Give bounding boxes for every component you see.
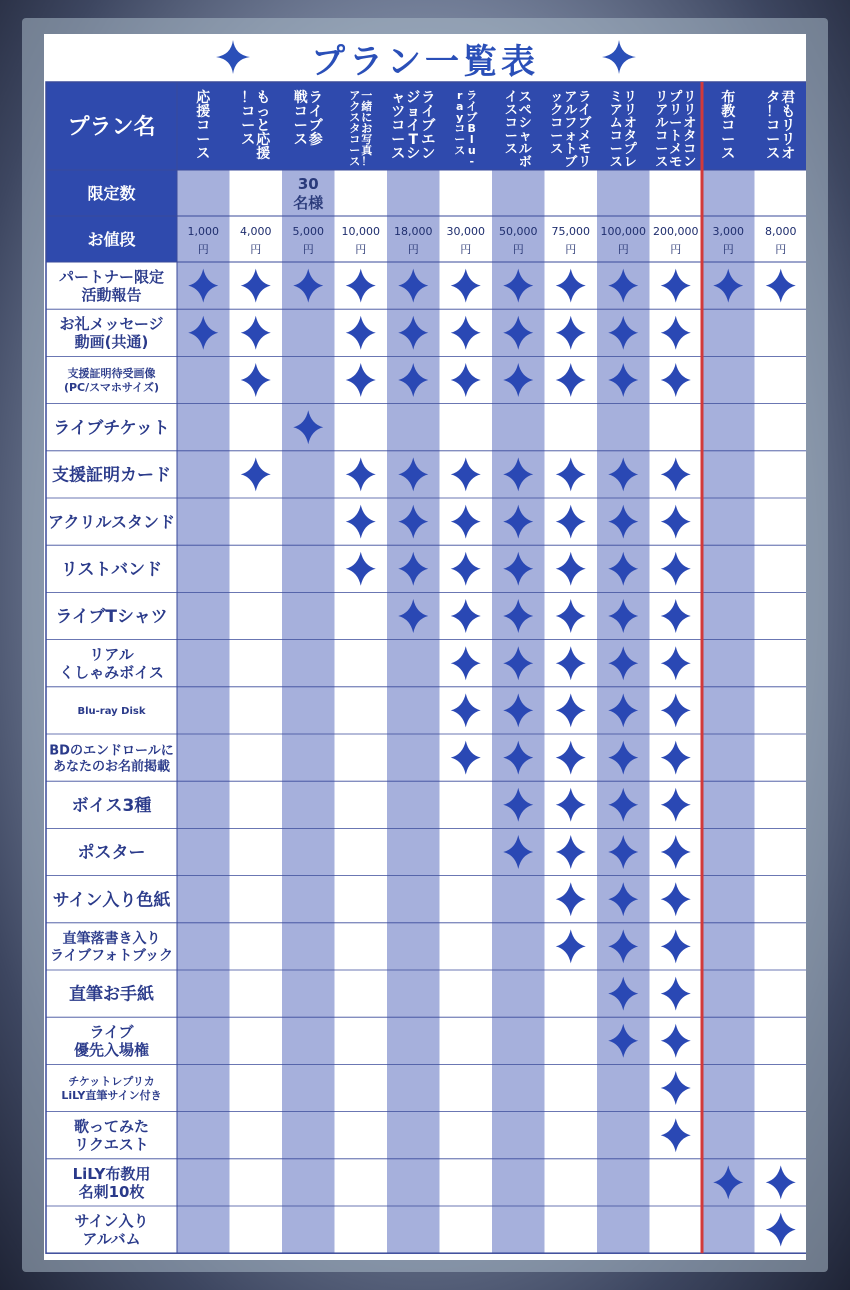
reward-label-6: アクリルスタンド: [47, 512, 176, 532]
plan-limit-3: 30 名様: [293, 175, 324, 212]
reward-label-4: ライブチケット: [53, 418, 170, 439]
reward-label-7: リストバンド: [60, 559, 163, 580]
plan-comparison-table: [44, 34, 806, 1260]
reward-label-12: ボイス3種: [71, 795, 152, 816]
plan-price-1: 1,000 円: [187, 225, 219, 256]
plan-name-9: リリオタプレミアムコース: [609, 90, 637, 170]
reward-label-21: サイン入りアルバム: [74, 1212, 149, 1248]
plan-name-2: もっと応援！コース: [241, 90, 271, 162]
plan-price-6: 30,000 円: [446, 225, 485, 256]
plan-price-8: 75,000 円: [551, 225, 590, 256]
plan-name-5: ライブエンジョイ T シャツコース: [391, 90, 436, 162]
plan-column-bg: [702, 170, 755, 1253]
reward-label-10: Blu-ray Disk: [77, 706, 146, 717]
reward-label-13: ポスター: [77, 843, 146, 864]
reward-label-9: リアルくしゃみボイス: [59, 645, 164, 682]
reward-label-20: LiLY布教用名刺10枚: [72, 1164, 151, 1201]
plan-name-8: ライブメモリアルフォトブックコース: [550, 90, 592, 170]
plan-name-4: 一緒にお写真！アクスタコース: [349, 89, 373, 168]
header-label: プラン名: [67, 115, 156, 140]
reward-label-5: 支援証明カード: [52, 465, 171, 486]
reward-label-14: サイン入り色紙: [52, 890, 171, 911]
reward-label-2: お礼メッセージ動画(共通): [59, 315, 164, 352]
plan-price-7: 50,000 円: [499, 225, 538, 256]
plan-table-card: [44, 34, 806, 1260]
plan-name-6: ライブ B l u -r a y コース: [454, 89, 478, 168]
plan-name-12: 君もリリオタ！コース: [766, 90, 796, 162]
plan-price-10: 200,000 円: [653, 225, 699, 256]
reward-label-18: チケットレプリカ LiLY直筆サイン付き: [61, 1074, 162, 1102]
plan-name-7: スペシャルボイスコース: [504, 90, 532, 170]
reward-label-8: ライブTシャツ: [55, 607, 168, 628]
reward-label-11: BDのエンドロールにあなたのお名前掲載: [49, 743, 174, 775]
reward-label-15: 直筆落書き入りライブフォトブック: [49, 930, 174, 964]
plan-name-10: リリオタコンプリートメモリアルコース: [655, 90, 697, 170]
plan-name-1: 応援コース: [196, 90, 211, 162]
price-label: お値段: [87, 230, 136, 249]
plan-price-9: 100,000 円: [600, 225, 646, 256]
limit-label: 限定数: [87, 184, 136, 203]
page-title: プラン一覧表: [311, 41, 539, 82]
reward-label-17: ライブ優先入場権: [73, 1023, 150, 1060]
plan-column-bg: [755, 170, 807, 1253]
plan-price-4: 10,000 円: [341, 225, 380, 256]
plan-name-11: 布教コース: [721, 90, 736, 162]
plan-name-3: ライブ参戦コース: [293, 90, 323, 148]
plan-price-5: 18,000 円: [394, 225, 433, 256]
plan-column-bg: [282, 170, 335, 1253]
plan-price-3: 5,000 円: [292, 225, 324, 256]
plan-price-11: 3,000 円: [712, 225, 744, 256]
reward-label-16: 直筆お手紙: [69, 984, 154, 1005]
reward-label-1: パートナー限定活動報告: [58, 268, 165, 304]
plan-price-12: 8,000 円: [765, 225, 797, 256]
reward-label-3: 支援証明待受画像(PC/スマホサイズ): [63, 366, 160, 394]
plan-price-2: 4,000 円: [240, 225, 272, 256]
reward-label-19: 歌ってみたリクエスト: [73, 1117, 150, 1154]
